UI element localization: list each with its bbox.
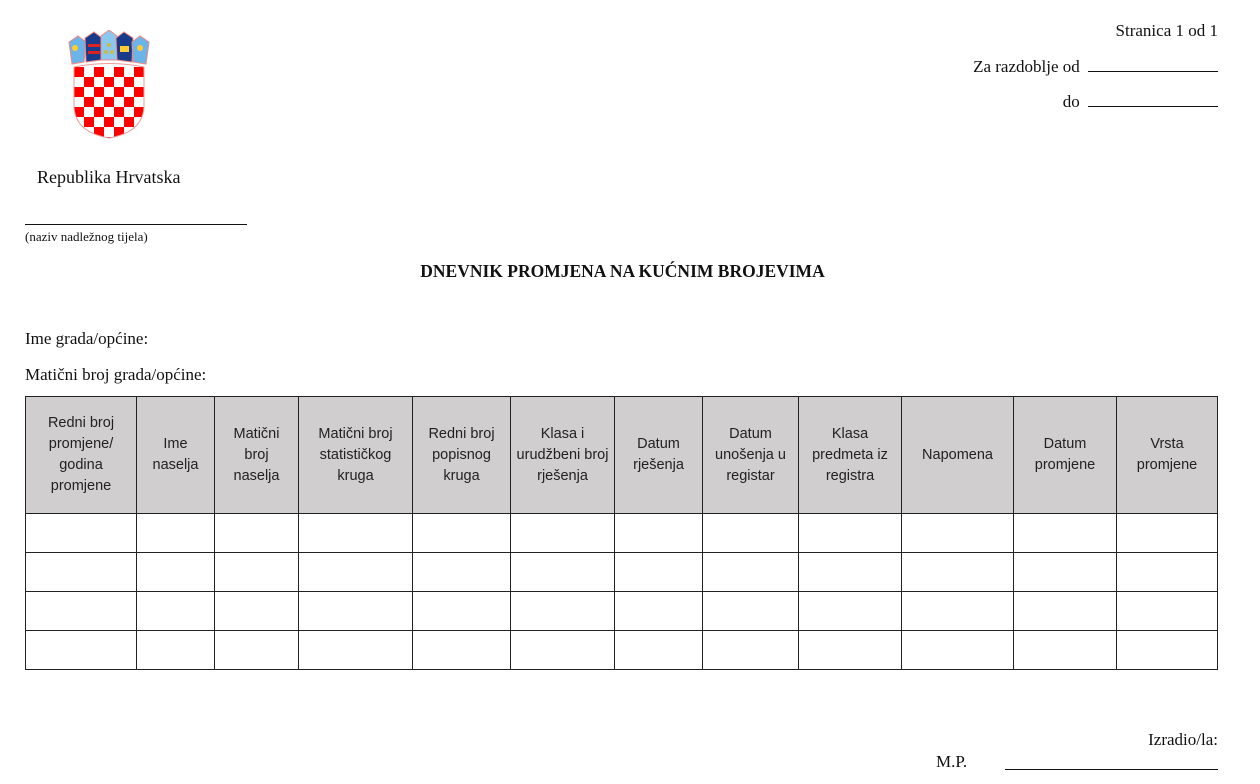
coat-of-arms-icon xyxy=(66,30,152,140)
table-cell[interactable] xyxy=(511,592,615,631)
column-header: Matični broj naselja xyxy=(215,397,299,514)
period-from xyxy=(973,57,1218,77)
stamp-label: M.P. xyxy=(936,752,968,771)
page-info: Stranica 1 od 1 xyxy=(1115,21,1218,40)
table-cell[interactable] xyxy=(215,514,299,553)
signature-line[interactable] xyxy=(1005,769,1218,770)
period-to xyxy=(1063,92,1218,112)
authority-caption: (naziv nadležnog tijela) xyxy=(25,229,148,244)
table-cell[interactable] xyxy=(1117,514,1218,553)
table-cell[interactable] xyxy=(299,631,413,670)
city-name-label: Ime grada/općine: xyxy=(25,329,149,348)
table-cell[interactable] xyxy=(1117,553,1218,592)
table-cell[interactable] xyxy=(1014,514,1117,553)
table-cell[interactable] xyxy=(299,514,413,553)
table-cell[interactable] xyxy=(137,631,215,670)
table-cell[interactable] xyxy=(511,631,615,670)
table-cell[interactable] xyxy=(413,553,511,592)
table-cell[interactable] xyxy=(799,592,902,631)
table-cell[interactable] xyxy=(26,553,137,592)
period-to-field[interactable] xyxy=(1088,92,1218,107)
column-header: Matični broj statističkog kruga xyxy=(299,397,413,514)
period-from-label: Za razdoblje od xyxy=(973,57,1080,76)
country-name: Republika Hrvatska xyxy=(37,167,181,187)
column-header: Klasa predmeta iz registra xyxy=(799,397,902,514)
table-cell[interactable] xyxy=(1014,631,1117,670)
table-cell[interactable] xyxy=(1014,553,1117,592)
authority-name-line[interactable] xyxy=(25,224,247,225)
table-cell[interactable] xyxy=(703,514,799,553)
table-cell[interactable] xyxy=(299,553,413,592)
column-header: Ime naselja xyxy=(137,397,215,514)
table-cell[interactable] xyxy=(703,592,799,631)
column-header: Vrsta promjene xyxy=(1117,397,1218,514)
column-header: Napomena xyxy=(902,397,1014,514)
table-cell[interactable] xyxy=(615,514,703,553)
table-cell[interactable] xyxy=(615,592,703,631)
table-cell[interactable] xyxy=(1117,592,1218,631)
table-cell[interactable] xyxy=(26,592,137,631)
table-cell[interactable] xyxy=(615,631,703,670)
table-cell[interactable] xyxy=(26,514,137,553)
table-cell[interactable] xyxy=(511,514,615,553)
table-cell[interactable] xyxy=(703,553,799,592)
table-cell[interactable] xyxy=(137,592,215,631)
table-cell[interactable] xyxy=(1014,592,1117,631)
table-cell[interactable] xyxy=(215,592,299,631)
table-cell[interactable] xyxy=(26,631,137,670)
table-cell[interactable] xyxy=(511,553,615,592)
table-cell[interactable] xyxy=(413,514,511,553)
table-row xyxy=(26,592,1218,631)
column-header: Klasa i urudžbeni broj rješenja xyxy=(511,397,615,514)
table-cell[interactable] xyxy=(215,631,299,670)
table-row xyxy=(26,631,1218,670)
table-cell[interactable] xyxy=(902,514,1014,553)
table-cell[interactable] xyxy=(799,514,902,553)
table-cell[interactable] xyxy=(703,631,799,670)
table-cell[interactable] xyxy=(299,592,413,631)
table-cell[interactable] xyxy=(413,592,511,631)
column-header: Redni broj popisnog kruga xyxy=(413,397,511,514)
table-row xyxy=(26,514,1218,553)
prepared-by-label: Izradio/la: xyxy=(1148,730,1218,749)
table-cell[interactable] xyxy=(902,592,1014,631)
period-from-field[interactable] xyxy=(1088,57,1218,72)
table-cell[interactable] xyxy=(137,553,215,592)
table-cell[interactable] xyxy=(799,553,902,592)
table-row xyxy=(26,553,1218,592)
table-cell[interactable] xyxy=(137,514,215,553)
table-cell[interactable] xyxy=(902,553,1014,592)
table-cell[interactable] xyxy=(799,631,902,670)
column-header: Datum promjene xyxy=(1014,397,1117,514)
table-cell[interactable] xyxy=(615,553,703,592)
document-title: DNEVNIK PROMJENA NA KUĆNIM BROJEVIMA xyxy=(420,261,825,281)
period-to-label: do xyxy=(1062,92,1080,111)
table-cell[interactable] xyxy=(215,553,299,592)
column-header: Datum rješenja xyxy=(615,397,703,514)
table-header-row xyxy=(26,397,1218,514)
table-cell[interactable] xyxy=(413,631,511,670)
column-header: Redni broj promjene/ godina promjene xyxy=(26,397,137,514)
table-cell[interactable] xyxy=(1117,631,1218,670)
column-header: Datum unošenja u registar xyxy=(703,397,799,514)
changes-table xyxy=(25,396,1218,670)
city-id-label: Matični broj grada/općine: xyxy=(25,365,207,384)
table-cell[interactable] xyxy=(902,631,1014,670)
